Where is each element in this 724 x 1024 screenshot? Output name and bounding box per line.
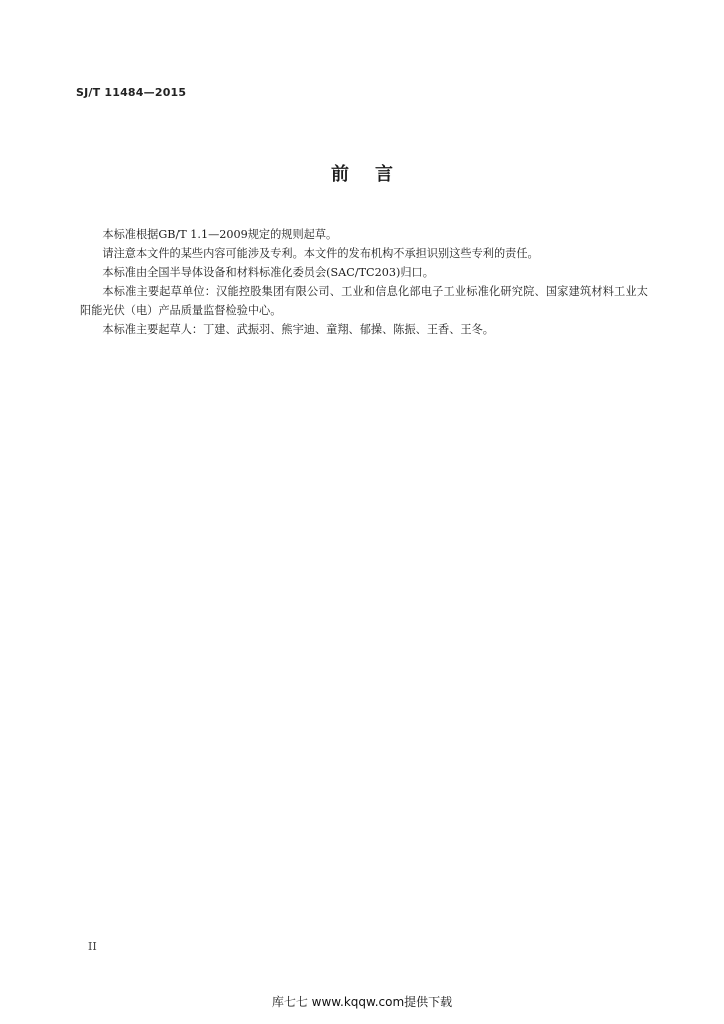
paragraph-patent-notice: 请注意本文件的某些内容可能涉及专利。本文件的发布机构不承担识别这些专利的责任。 [102,247,539,260]
standard-code: SJ/T 11484—2015 [76,86,187,99]
paragraph-drafting-units: 本标准主要起草单位：汉能控股集团有限公司、工业和信息化部电子工业标准化研究院、国家建筑材料工业太阳能光伏（电）产品质量监督检验中心。 [80,285,648,317]
paragraph-responsible-committee: 本标准由全国半导体设备和材料标准化委员会(SAC/TC203)归口。 [102,266,434,279]
foreword-body [80,225,648,339]
paragraph-drafting-rules: 本标准根据GB/T 1.1—2009规定的规则起草。 [102,228,338,241]
paragraph-drafters: 本标准主要起草人：丁建、武振羽、熊宇迪、童翔、郁操、陈振、王香、王冬。 [102,323,494,336]
section-title: 前言 [331,164,419,185]
download-notice: 库七七 www.kqqw.com提供下载 [271,995,453,1009]
page-number: II [88,940,97,953]
